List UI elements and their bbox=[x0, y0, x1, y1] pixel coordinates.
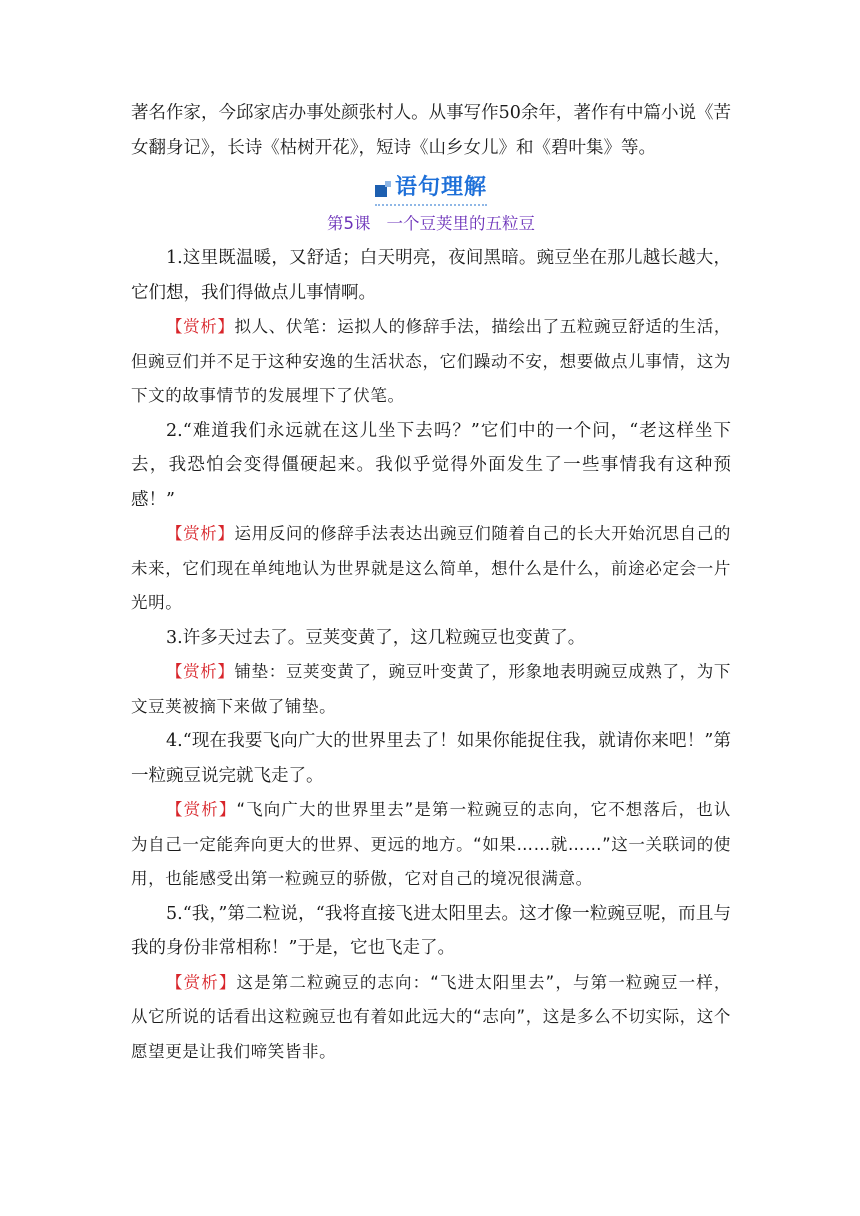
analysis-text: 拟人、伏笔：运拟人的修辞手法，描绘出了五粒豌豆舒适的生活，但豌豆们并不足于这种安逸的生活状态，它们躁动不安，想要做点儿事情，这为下文的故事情节的发展埋下了伏笔。 bbox=[131, 317, 732, 405]
analysis-item-2 bbox=[131, 517, 731, 621]
sentence-item-4: 4.“现在我要飞向广大的世界里去了！如果你能捉住我，就请你来吧！”第一粒豌豆说完就飞走了。 bbox=[131, 731, 731, 786]
analysis-text: 这是第二粒豌豆的志向：“飞进太阳里去”，与第一粒豌豆一样，从它所说的话看出这粒豌豆也有着如此远大的“志向”，这是多么不切实际，这个愿望更是让我们啼笑皆非。 bbox=[131, 972, 731, 1061]
analysis-item-5 bbox=[131, 966, 731, 1070]
lesson-title bbox=[131, 207, 731, 241]
analysis-item-4 bbox=[131, 793, 731, 897]
intro-paragraph: 著名作家，今邱家店办事处颜张村人。从事写作50余年，著作有中篇小说《苦女翻身记》，长诗《枯树开花》，短诗《山乡女儿》和《碧叶集》等。 bbox=[131, 103, 731, 158]
lesson-label: 第5课 bbox=[327, 214, 371, 233]
section-heading-text: 语句理解 bbox=[394, 175, 487, 200]
analysis-tag: 【赏析】 bbox=[166, 524, 235, 543]
analysis-text: “飞向广大的世界里去”是第一粒豌豆的志向，它不想落后，也认为自己一定能奔向更大的世界、更远的地方。“如果……就……”这一关联词的使用，也能感受出第一粒豌豆的骄傲，它对自己的境况很满意。 bbox=[131, 800, 731, 888]
sentence-item-1: 1.这里既温暖，又舒适；白天明亮，夜间黑暗。豌豆坐在那儿越长越大，它们想，我们得做点儿事情啊。 bbox=[131, 248, 731, 303]
document-content bbox=[131, 96, 731, 1069]
sentence-item-3: 3.许多天过去了。豆荚变黄了，这几粒豌豆也变黄了。 bbox=[166, 627, 586, 648]
analysis-item-1 bbox=[131, 310, 731, 414]
section-heading-box bbox=[375, 170, 487, 206]
lesson-name: 一个豆荚里的五粒豆 bbox=[386, 214, 535, 233]
analysis-tag: 【赏析】 bbox=[166, 800, 237, 819]
sentence-item-2: 2.“难道我们永远就在这儿坐下去吗？”它们中的一个问，“老这样坐下去，我恐怕会变得僵硬起来。我似乎觉得外面发生了一些事情我有这种预感！” bbox=[131, 420, 731, 510]
section-heading bbox=[131, 171, 731, 205]
analysis-tag: 【赏析】 bbox=[166, 972, 237, 992]
analysis-item-3 bbox=[131, 655, 731, 724]
analysis-text: 铺垫：豆荚变黄了，豌豆叶变黄了，形象地表明豌豆成熟了，为下文豆荚被摘下来做了铺垫。 bbox=[131, 662, 732, 716]
analysis-tag: 【赏析】 bbox=[166, 317, 235, 336]
analysis-tag: 【赏析】 bbox=[166, 662, 235, 681]
square-bullet-icon bbox=[375, 183, 389, 197]
sentence-item-5: 5.“我，”第二粒说，“我将直接飞进太阳里去。这才像一粒豌豆呢，而且与我的身份非常相称！”于是，它也飞走了。 bbox=[131, 903, 731, 958]
analysis-text: 运用反问的修辞手法表达出豌豆们随着自己的长大开始沉思自己的未来，它们现在单纯地认为世界就是这么简单，想什么是什么，前途必定会一片光明。 bbox=[131, 524, 732, 612]
